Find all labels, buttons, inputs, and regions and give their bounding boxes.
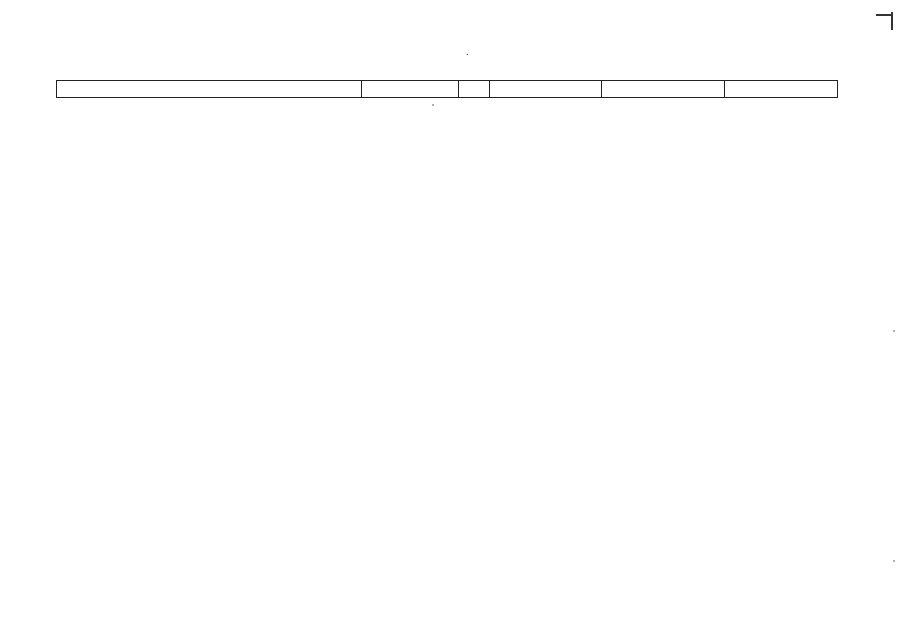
- scan-speck: [893, 560, 895, 562]
- scan-speck: [432, 104, 434, 106]
- header-col-5: [602, 81, 726, 97]
- scan-edge-mark: [891, 12, 893, 30]
- header-col-6: [725, 81, 837, 97]
- scan-speck: [893, 330, 895, 332]
- header-col-3: [459, 81, 490, 97]
- scan-corner-mark: [876, 14, 892, 16]
- header-col-4: [490, 81, 602, 97]
- table-header-row: [56, 80, 838, 98]
- scan-speck-mark: .: [466, 46, 469, 58]
- header-col-1: [57, 81, 362, 97]
- header-col-2: [362, 81, 459, 97]
